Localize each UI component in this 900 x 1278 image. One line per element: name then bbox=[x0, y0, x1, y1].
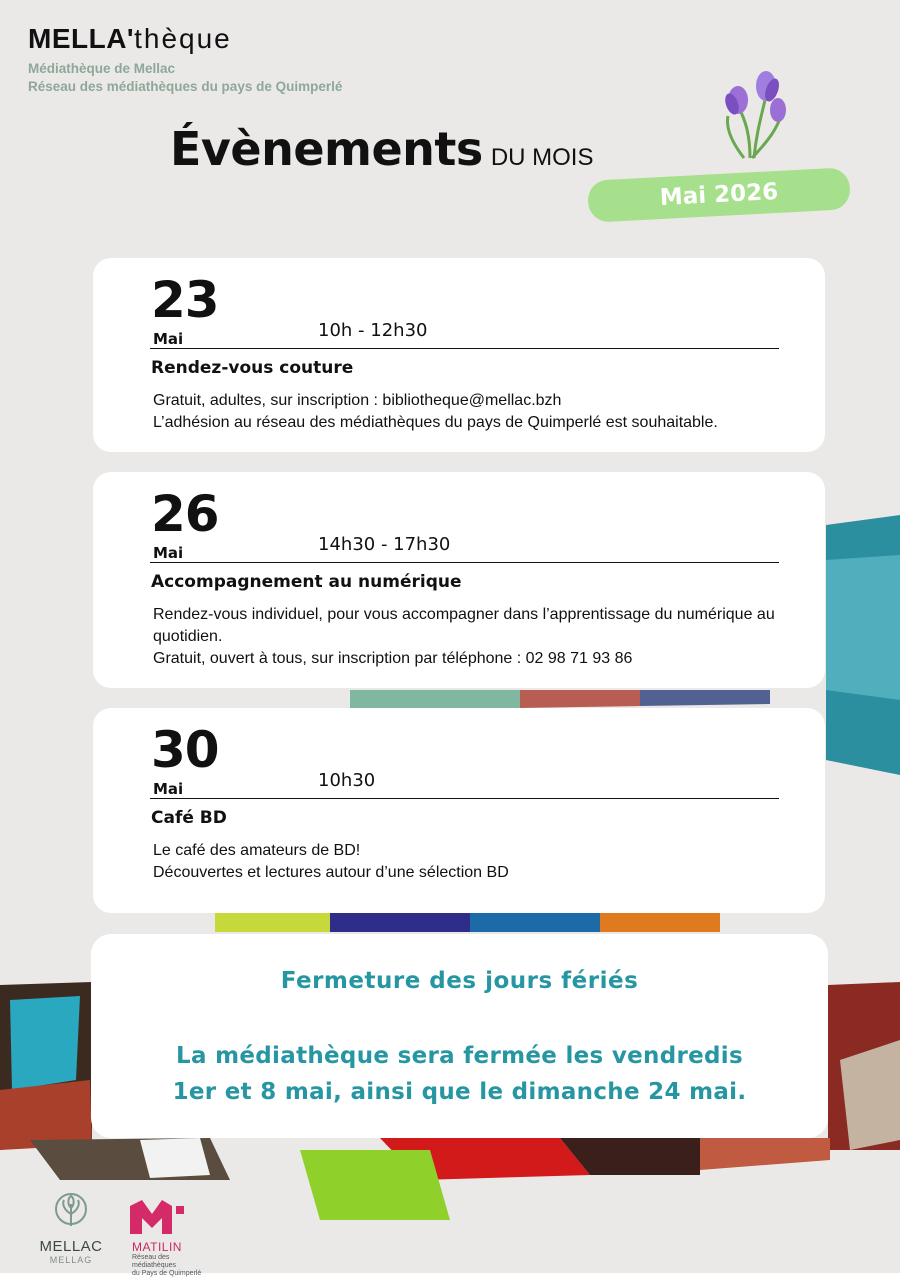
title-main: Évènements bbox=[170, 122, 483, 176]
month-badge: Mai 2026 bbox=[587, 167, 851, 223]
notice-line: 1er et 8 mai, ainsi que le dimanche 24 mai. bbox=[172, 1079, 747, 1105]
event-day: 30 bbox=[151, 721, 219, 779]
brand-subtitle-2: Réseau des médiathèques du pays de Quimperlé bbox=[28, 79, 343, 94]
event-month: Mai bbox=[153, 544, 184, 562]
event-title: Café BD bbox=[151, 808, 227, 828]
brand-logo-bold: MELLA' bbox=[28, 23, 135, 54]
matilin-tagline: du Pays de Quimperlé bbox=[132, 1270, 202, 1277]
mellac-name-breton: MELLAG bbox=[49, 1255, 93, 1265]
event-card bbox=[93, 258, 825, 452]
closure-notice bbox=[91, 934, 828, 1138]
crocus-flower-icon bbox=[716, 66, 790, 162]
brand-logo-light: thèque bbox=[134, 23, 232, 54]
matilin-tagline: Réseau des médiathèques bbox=[132, 1254, 176, 1269]
event-card bbox=[93, 472, 825, 688]
event-description bbox=[153, 390, 785, 434]
divider bbox=[150, 562, 779, 563]
event-description bbox=[153, 840, 785, 884]
matilin-m-icon bbox=[128, 1196, 190, 1236]
divider bbox=[150, 798, 779, 799]
tree-icon bbox=[52, 1192, 90, 1232]
notice-text bbox=[91, 1038, 828, 1110]
event-month: Mai bbox=[153, 780, 184, 798]
brand-logo bbox=[28, 22, 342, 56]
event-day: 23 bbox=[151, 271, 219, 329]
event-description-line: Découvertes et lectures autour d’une sélection BD bbox=[153, 864, 509, 881]
event-description-line: Gratuit, adultes, sur inscription : bibliotheque@mellac.bzh bbox=[153, 392, 562, 409]
page-title bbox=[170, 122, 593, 176]
event-time: 14h30 - 17h30 bbox=[318, 534, 451, 555]
event-description-line: Le café des amateurs de BD! bbox=[153, 842, 361, 859]
notice-line: La médiathèque sera fermée les vendredis bbox=[176, 1043, 743, 1069]
matilin-logo bbox=[128, 1196, 208, 1278]
event-time: 10h - 12h30 bbox=[318, 320, 428, 341]
event-month: Mai bbox=[153, 330, 184, 348]
event-title: Rendez-vous couture bbox=[151, 358, 354, 378]
event-day: 26 bbox=[151, 485, 219, 543]
brand-block bbox=[28, 22, 342, 96]
event-description-line: Rendez-vous individuel, pour vous accompagner dans l’apprentissage du numérique au quotidien. bbox=[153, 606, 775, 645]
divider bbox=[150, 348, 779, 349]
mellac-name: MELLAC bbox=[39, 1238, 103, 1255]
title-sub: DU MOIS bbox=[490, 144, 594, 171]
mellac-logo bbox=[36, 1192, 106, 1265]
matilin-name: MATILIN bbox=[132, 1240, 182, 1254]
event-description-line: L’adhésion au réseau des médiathèques du pays de Quimperlé est souhaitable. bbox=[153, 414, 718, 431]
event-description bbox=[153, 604, 785, 670]
event-title: Accompagnement au numérique bbox=[151, 572, 462, 592]
event-description-line: Gratuit, ouvert à tous, sur inscription par téléphone : 02 98 71 93 86 bbox=[153, 650, 633, 667]
event-time: 10h30 bbox=[318, 770, 376, 791]
brand-subtitle-1: Médiathèque de Mellac bbox=[28, 61, 176, 76]
event-card bbox=[93, 708, 825, 913]
notice-title: Fermeture des jours fériés bbox=[280, 968, 639, 994]
